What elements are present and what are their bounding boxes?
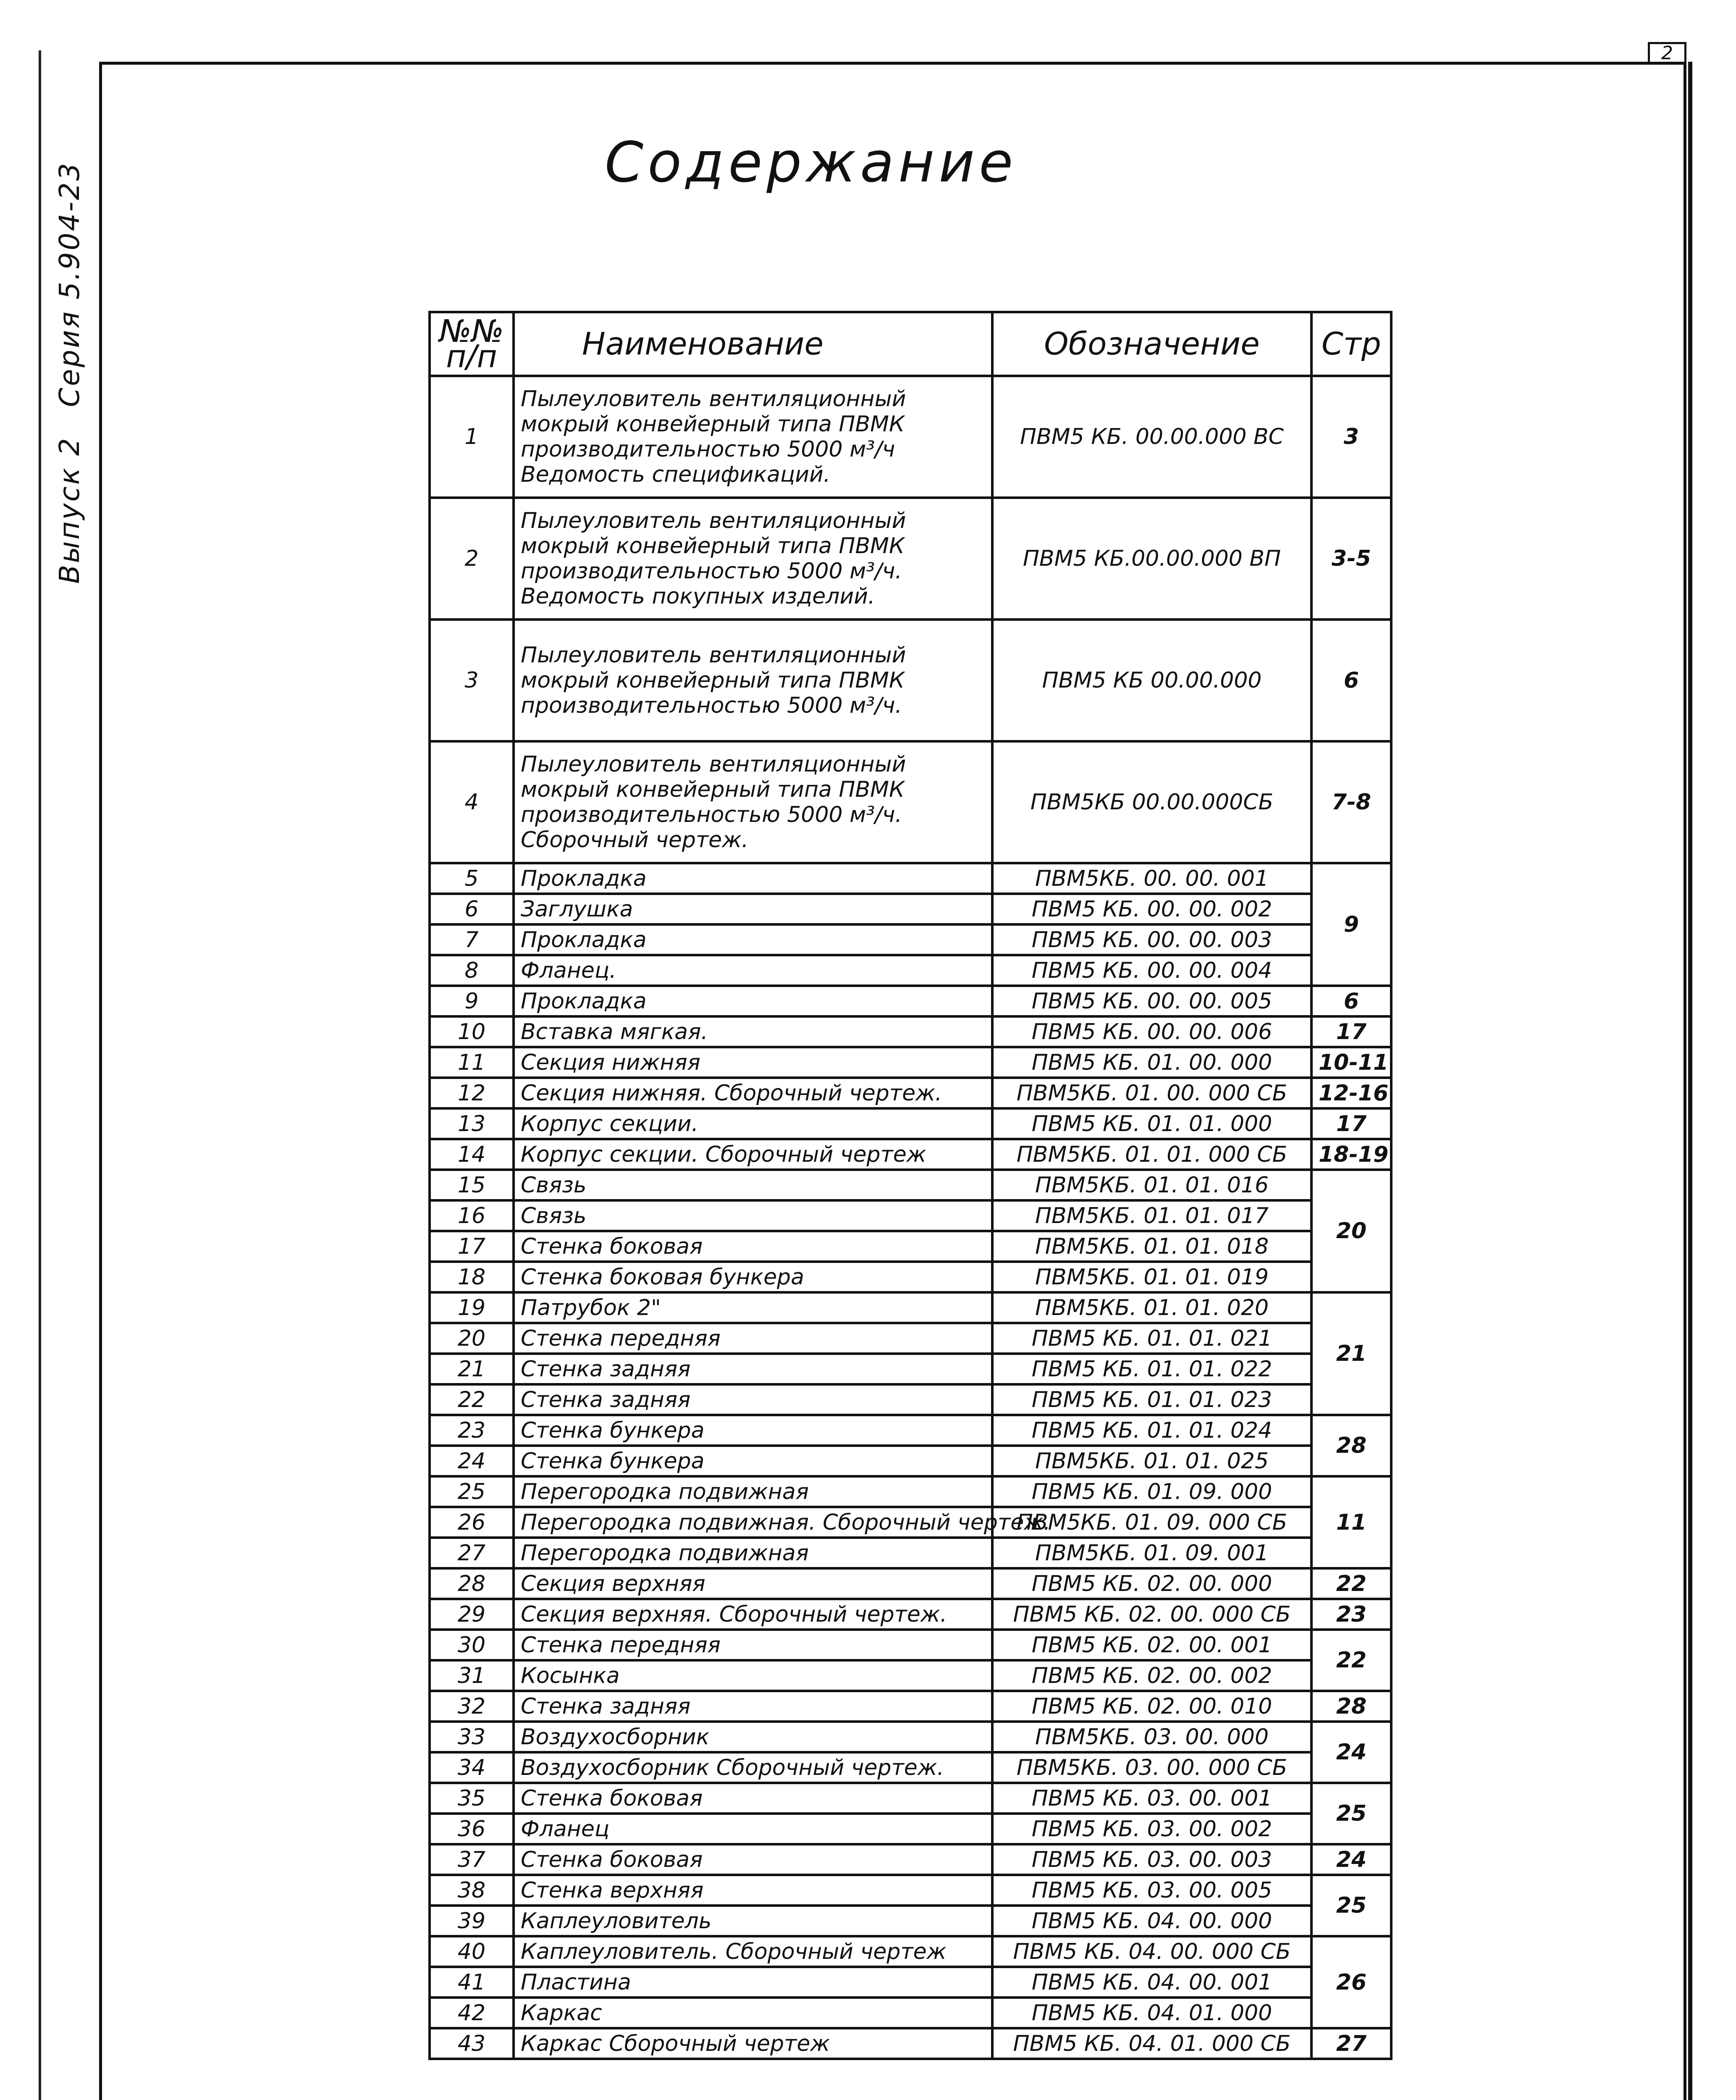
row-designation: ПВМ5 КБ. 01. 01. 024 <box>992 1415 1311 1446</box>
table-row <box>430 1844 1391 1875</box>
row-page: 17 <box>1311 1108 1391 1139</box>
table-row <box>430 1783 1391 1814</box>
table-row <box>430 1108 1391 1139</box>
row-name: Перегородка подвижная <box>514 1476 992 1507</box>
row-designation: ПВМ5КБ. 03. 00. 000 СБ <box>992 1752 1311 1783</box>
row-name: Прокладка <box>514 924 992 955</box>
row-name: Стенка боковая <box>514 1844 992 1875</box>
row-name-line: Ведомость покупных изделий. <box>521 584 875 609</box>
row-name-line: Пылеуловитель вентиляционный <box>521 643 906 668</box>
row-number: 12 <box>430 1078 514 1108</box>
row-number: 18 <box>430 1262 514 1292</box>
table-row <box>430 1078 1391 1108</box>
row-name-line: производительностью 5000 м³/ч. <box>521 559 902 584</box>
row-number: 24 <box>430 1446 514 1476</box>
table-row <box>430 1323 1391 1354</box>
row-designation: ПВМ5 КБ. 04. 00. 000 <box>992 1906 1311 1936</box>
row-number: 26 <box>430 1507 514 1538</box>
row-number: 25 <box>430 1476 514 1507</box>
row-name: Стенка задняя <box>514 1691 992 1722</box>
row-page: 3-5 <box>1311 498 1391 620</box>
table-row <box>430 1906 1391 1936</box>
row-number: 15 <box>430 1170 514 1200</box>
row-name: Стенка задняя <box>514 1384 992 1415</box>
row-number: 28 <box>430 1568 514 1599</box>
row-designation: ПВМ5КБ. 03. 00. 000 <box>992 1722 1311 1752</box>
row-name: Прокладка <box>514 863 992 894</box>
table-row <box>430 986 1391 1016</box>
header-code: Обозначение <box>992 312 1311 376</box>
row-name: Перегородка подвижная. Сборочный чертеж. <box>514 1507 992 1538</box>
row-page: 7-8 <box>1311 741 1391 863</box>
table-row <box>430 1292 1391 1323</box>
row-name <box>514 741 992 863</box>
row-number: 13 <box>430 1108 514 1139</box>
row-page: 24 <box>1311 1844 1391 1875</box>
row-name: Корпус секции. <box>514 1108 992 1139</box>
table-row <box>430 1231 1391 1262</box>
row-name <box>514 376 992 498</box>
row-page: 26 <box>1311 1936 1391 2028</box>
row-name: Каплеуловитель. Сборочный чертеж <box>514 1936 992 1967</box>
row-designation: ПВМ5КБ. 01. 01. 019 <box>992 1262 1311 1292</box>
table-body <box>430 376 1391 2059</box>
row-name-line: производительностью 5000 м³/ч <box>521 437 895 462</box>
row-name-line: мокрый конвейерный типа ПВМК <box>521 777 905 802</box>
row-number: 7 <box>430 924 514 955</box>
row-name-line: Пылеуловитель вентиляционный <box>521 508 906 533</box>
table-row <box>430 924 1391 955</box>
row-name: Стенка бункера <box>514 1415 992 1446</box>
row-name: Перегородка подвижная <box>514 1538 992 1568</box>
row-number: 30 <box>430 1630 514 1660</box>
table-row <box>430 1507 1391 1538</box>
row-page: 9 <box>1311 863 1391 986</box>
table-row <box>430 1047 1391 1078</box>
row-designation: ПВМ5 КБ. 00. 00. 004 <box>992 955 1311 986</box>
row-page: 25 <box>1311 1783 1391 1844</box>
row-designation: ПВМ5 КБ.00.00.000 ВП <box>992 498 1311 620</box>
row-name: Фланец. <box>514 955 992 986</box>
side-label <box>36 161 103 584</box>
row-name: Корпус секции. Сборочный чертеж <box>514 1139 992 1170</box>
row-name-line: производительностью 5000 м³/ч. <box>521 693 902 718</box>
table-row <box>430 863 1391 894</box>
drawing-frame-right-edge <box>1688 62 1692 2100</box>
table-row <box>430 1476 1391 1507</box>
row-number: 23 <box>430 1415 514 1446</box>
row-designation: ПВМ5 КБ. 02. 00. 001 <box>992 1630 1311 1660</box>
table-row <box>430 376 1391 498</box>
row-name: Секция нижняя <box>514 1047 992 1078</box>
row-number: 27 <box>430 1538 514 1568</box>
row-designation: ПВМ5 КБ. 02. 00. 010 <box>992 1691 1311 1722</box>
table-row <box>430 1538 1391 1568</box>
row-number: 20 <box>430 1323 514 1354</box>
table-row <box>430 1568 1391 1599</box>
table-row <box>430 1814 1391 1844</box>
row-name: Вставка мягкая. <box>514 1016 992 1047</box>
table-row <box>430 1936 1391 1967</box>
row-name: Стенка боковая бункера <box>514 1262 992 1292</box>
row-page: 25 <box>1311 1875 1391 1936</box>
row-name <box>514 620 992 741</box>
header-row <box>430 312 1391 376</box>
row-number: 4 <box>430 741 514 863</box>
row-designation: ПВМ5КБ. 00. 00. 001 <box>992 863 1311 894</box>
row-designation: ПВМ5КБ. 01. 00. 000 СБ <box>992 1078 1311 1108</box>
row-page: 27 <box>1311 2028 1391 2059</box>
row-number: 8 <box>430 955 514 986</box>
row-number: 9 <box>430 986 514 1016</box>
table-row <box>430 1660 1391 1691</box>
row-page: 28 <box>1311 1415 1391 1476</box>
row-page: 12-16 <box>1311 1078 1391 1108</box>
table-row <box>430 498 1391 620</box>
row-name: Стенка бункера <box>514 1446 992 1476</box>
header-name: Наименование <box>514 312 992 376</box>
row-name: Косынка <box>514 1660 992 1691</box>
row-designation: ПВМ5 КБ. 00. 00. 006 <box>992 1016 1311 1047</box>
row-number: 41 <box>430 1967 514 1998</box>
row-number: 39 <box>430 1906 514 1936</box>
row-designation: ПВМ5 КБ. 00. 00. 003 <box>992 924 1311 955</box>
table-row <box>430 1139 1391 1170</box>
row-name: Стенка боковая <box>514 1783 992 1814</box>
row-designation: ПВМ5 КБ. 02. 00. 000 СБ <box>992 1599 1311 1630</box>
row-name-line: Пылеуловитель вентиляционный <box>521 752 906 777</box>
row-name: Секция верхняя <box>514 1568 992 1599</box>
header-page: Стр <box>1311 312 1391 376</box>
row-designation: ПВМ5 КБ. 00.00.000 ВС <box>992 376 1311 498</box>
table-row <box>430 1752 1391 1783</box>
row-name: Стенка передняя <box>514 1323 992 1354</box>
row-name-line: мокрый конвейерный типа ПВМК <box>521 668 905 693</box>
table-row <box>430 1998 1391 2028</box>
row-number: 37 <box>430 1844 514 1875</box>
row-designation: ПВМ5 КБ. 03. 00. 001 <box>992 1783 1311 1814</box>
table-row <box>430 1354 1391 1384</box>
row-name-line: мокрый конвейерный типа ПВМК <box>521 412 905 437</box>
row-designation: ПВМ5 КБ 00.00.000 <box>992 620 1311 741</box>
row-number: 1 <box>430 376 514 498</box>
row-page: 17 <box>1311 1016 1391 1047</box>
row-name: Каркас Сборочный чертеж <box>514 2028 992 2059</box>
row-number: 17 <box>430 1231 514 1262</box>
row-number: 42 <box>430 1998 514 2028</box>
row-name: Каркас <box>514 1998 992 2028</box>
row-number: 43 <box>430 2028 514 2059</box>
row-designation: ПВМ5КБ. 01. 01. 016 <box>992 1170 1311 1200</box>
row-name: Фланец <box>514 1814 992 1844</box>
row-name-line: Ведомость спецификаций. <box>521 462 831 487</box>
row-designation: ПВМ5 КБ. 01. 01. 023 <box>992 1384 1311 1415</box>
table-row <box>430 741 1391 863</box>
table-row <box>430 1016 1391 1047</box>
row-number: 33 <box>430 1722 514 1752</box>
row-page: 6 <box>1311 620 1391 741</box>
row-designation: ПВМ5КБ. 01. 09. 000 СБ <box>992 1507 1311 1538</box>
row-number: 21 <box>430 1354 514 1384</box>
table-row <box>430 894 1391 924</box>
row-name-line: Пылеуловитель вентиляционный <box>521 386 906 412</box>
row-designation: ПВМ5КБ. 01. 09. 001 <box>992 1538 1311 1568</box>
row-name: Связь <box>514 1170 992 1200</box>
table-row <box>430 620 1391 741</box>
table-row <box>430 1170 1391 1200</box>
row-designation: ПВМ5 КБ. 03. 00. 002 <box>992 1814 1311 1844</box>
row-name: Заглушка <box>514 894 992 924</box>
table-row <box>430 1875 1391 1906</box>
row-number: 14 <box>430 1139 514 1170</box>
row-designation: ПВМ5КБ. 01. 01. 017 <box>992 1200 1311 1231</box>
row-name: Патрубок 2" <box>514 1292 992 1323</box>
row-number: 31 <box>430 1660 514 1691</box>
row-page: 11 <box>1311 1476 1391 1568</box>
page-title: Содержание <box>605 130 1017 195</box>
row-page: 22 <box>1311 1630 1391 1691</box>
row-designation: ПВМ5 КБ. 01. 09. 000 <box>992 1476 1311 1507</box>
row-designation: ПВМ5 КБ. 01. 01. 022 <box>992 1354 1311 1384</box>
row-number: 3 <box>430 620 514 741</box>
row-name: Секция нижняя. Сборочный чертеж. <box>514 1078 992 1108</box>
row-name: Стенка передняя <box>514 1630 992 1660</box>
series-label: Серия 5.904-23 <box>53 161 86 407</box>
table-row <box>430 1262 1391 1292</box>
row-designation: ПВМ5 КБ. 02. 00. 000 <box>992 1568 1311 1599</box>
row-page: 28 <box>1311 1691 1391 1722</box>
row-designation: ПВМ5 КБ. 04. 00. 000 СБ <box>992 1936 1311 1967</box>
table-row <box>430 1415 1391 1446</box>
row-designation: ПВМ5 КБ. 04. 00. 001 <box>992 1967 1311 1998</box>
row-designation: ПВМ5 КБ. 02. 00. 002 <box>992 1660 1311 1691</box>
row-name: Секция верхняя. Сборочный чертеж. <box>514 1599 992 1630</box>
row-number: 16 <box>430 1200 514 1231</box>
row-number: 6 <box>430 894 514 924</box>
row-name: Воздухосборник <box>514 1722 992 1752</box>
table-row <box>430 2028 1391 2059</box>
page-number: 2 <box>1648 42 1686 62</box>
row-page: 3 <box>1311 376 1391 498</box>
row-number: 34 <box>430 1752 514 1783</box>
row-name: Связь <box>514 1200 992 1231</box>
row-designation: ПВМ5КБ. 01. 01. 018 <box>992 1231 1311 1262</box>
row-designation: ПВМ5 КБ. 01. 00. 000 <box>992 1047 1311 1078</box>
row-number: 36 <box>430 1814 514 1844</box>
row-designation: ПВМ5 КБ. 00. 00. 002 <box>992 894 1311 924</box>
table-row <box>430 955 1391 986</box>
row-page: 22 <box>1311 1568 1391 1599</box>
row-designation: ПВМ5КБ. 01. 01. 000 СБ <box>992 1139 1311 1170</box>
row-number: 2 <box>430 498 514 620</box>
row-designation: ПВМ5 КБ. 04. 01. 000 СБ <box>992 2028 1311 2059</box>
row-designation: ПВМ5 КБ. 03. 00. 003 <box>992 1844 1311 1875</box>
issue-label: Выпуск 2 <box>53 436 86 584</box>
row-name-line: Сборочный чертеж. <box>521 827 749 853</box>
row-name: Прокладка <box>514 986 992 1016</box>
row-designation: ПВМ5КБ. 01. 01. 020 <box>992 1292 1311 1323</box>
row-number: 35 <box>430 1783 514 1814</box>
row-designation: ПВМ5КБ. 01. 01. 025 <box>992 1446 1311 1476</box>
row-page: 18-19 <box>1311 1139 1391 1170</box>
row-name: Пластина <box>514 1967 992 1998</box>
row-page: 21 <box>1311 1292 1391 1415</box>
row-number: 19 <box>430 1292 514 1323</box>
table-row <box>430 1599 1391 1630</box>
table-row <box>430 1630 1391 1660</box>
row-name: Стенка задняя <box>514 1354 992 1384</box>
row-page: 10-11 <box>1311 1047 1391 1078</box>
row-name-line: мокрый конвейерный типа ПВМК <box>521 533 905 559</box>
row-page: 6 <box>1311 986 1391 1016</box>
row-designation: ПВМ5 КБ. 03. 00. 005 <box>992 1875 1311 1906</box>
row-designation: ПВМ5 КБ. 04. 01. 000 <box>992 1998 1311 2028</box>
table-row <box>430 1967 1391 1998</box>
row-name <box>514 498 992 620</box>
row-number: 22 <box>430 1384 514 1415</box>
table-row <box>430 1384 1391 1415</box>
table-row <box>430 1691 1391 1722</box>
row-designation: ПВМ5 КБ. 00. 00. 005 <box>992 986 1311 1016</box>
row-name-line: производительностью 5000 м³/ч. <box>521 802 902 827</box>
row-number: 32 <box>430 1691 514 1722</box>
row-number: 11 <box>430 1047 514 1078</box>
row-designation: ПВМ5 КБ. 01. 01. 021 <box>992 1323 1311 1354</box>
table-row <box>430 1722 1391 1752</box>
row-number: 40 <box>430 1936 514 1967</box>
row-designation: ПВМ5КБ 00.00.000СБ <box>992 741 1311 863</box>
row-name: Стенка боковая <box>514 1231 992 1262</box>
row-name: Воздухосборник Сборочный чертеж. <box>514 1752 992 1783</box>
row-number: 29 <box>430 1599 514 1630</box>
row-name: Стенка верхняя <box>514 1875 992 1906</box>
table-row <box>430 1200 1391 1231</box>
row-name: Каплеуловитель <box>514 1906 992 1936</box>
row-number: 10 <box>430 1016 514 1047</box>
row-number: 5 <box>430 863 514 894</box>
contents-table <box>428 311 1392 2060</box>
row-page: 23 <box>1311 1599 1391 1630</box>
table-row <box>430 1446 1391 1476</box>
row-page: 24 <box>1311 1722 1391 1783</box>
row-designation: ПВМ5 КБ. 01. 01. 000 <box>992 1108 1311 1139</box>
row-number: 38 <box>430 1875 514 1906</box>
header-num: №№ п/п <box>430 312 514 376</box>
row-page: 20 <box>1311 1170 1391 1292</box>
